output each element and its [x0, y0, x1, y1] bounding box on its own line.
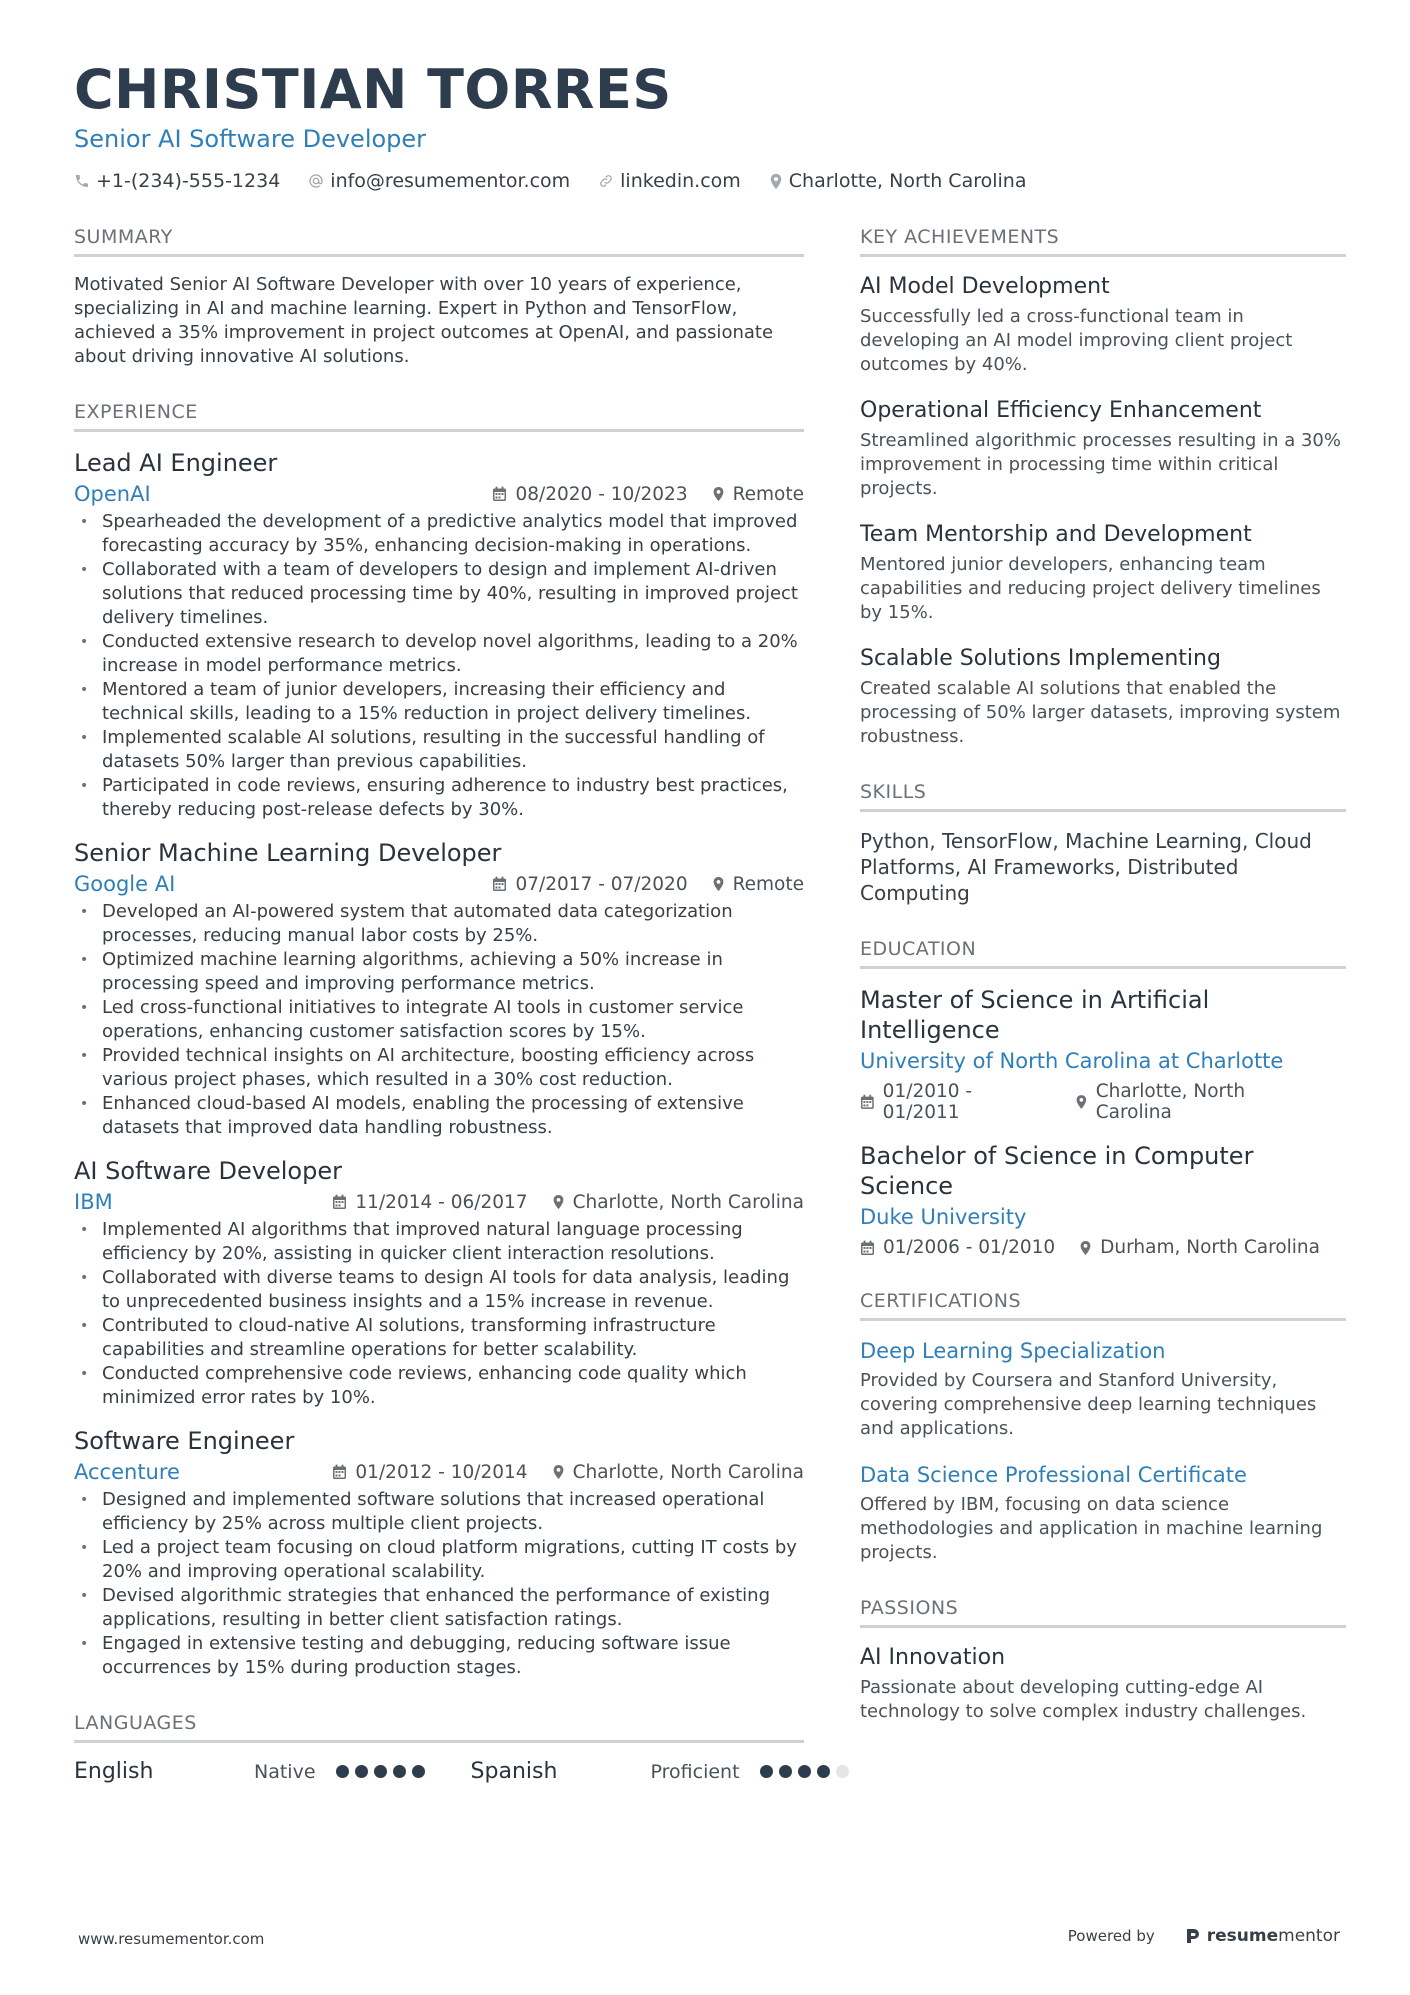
map-pin-icon [552, 1464, 565, 1480]
education-location-text: Durham, North Carolina [1100, 1237, 1320, 1258]
calendar-icon [860, 1240, 875, 1256]
education-dates [860, 1081, 1051, 1123]
job-meta [308, 1192, 804, 1213]
education-meta [860, 1237, 1346, 1258]
skills-heading: SKILLS [860, 781, 1346, 812]
job-dates [332, 1192, 527, 1213]
job-bullet: • Designed and implemented software solutions that increased operational efficiency by 25% across multiple client projects. [74, 1488, 804, 1536]
achievements-section [860, 226, 1346, 749]
skills-text: Python, TensorFlow, Machine Learning, Cloud Platforms, AI Frameworks, Distributed Computing [860, 829, 1312, 905]
job-location-text: Charlotte, North Carolina [572, 1461, 804, 1483]
education-dates-text: 01/2010 - 01/2011 [882, 1081, 973, 1123]
job-company: Accenture [74, 1460, 180, 1484]
achievement-item [860, 645, 1346, 749]
candidate-title: Senior AI Software Developer [74, 125, 427, 153]
achievement-item [860, 397, 1346, 501]
job-location-text: Charlotte, North Carolina [572, 1191, 804, 1213]
certifications-heading: CERTIFICATIONS [860, 1290, 1346, 1321]
resume-header [74, 58, 1344, 192]
achievements-heading: KEY ACHIEVEMENTS [860, 226, 1346, 257]
summary-section [74, 226, 804, 369]
education-school: Duke University [860, 1205, 1027, 1229]
job-bullet: • Led a project team focusing on cloud platform migrations, cutting IT costs by 20% and improving operational scalability. [74, 1536, 804, 1584]
contact-row [74, 170, 1344, 192]
rating-dot [760, 1765, 773, 1778]
achievement-item [860, 521, 1346, 625]
achievement-title: Team Mentorship and Development [860, 522, 1252, 547]
job-location [712, 484, 804, 505]
language-item [74, 1759, 431, 1784]
rating-dot [374, 1765, 387, 1778]
job-meta [468, 874, 804, 895]
certification-desc: Offered by IBM, focusing on data science methodologies and application in machine learning projects. [860, 1494, 1323, 1563]
job-role: Senior Machine Learning Developer [74, 839, 502, 867]
rating-dot [412, 1765, 425, 1778]
job-bullet: • Provided technical insights on AI architecture, boosting efficiency across various project phases, which resulted in a 30% cost reduction. [74, 1044, 804, 1092]
experience-heading: EXPERIENCE [74, 401, 804, 432]
rating-dot [336, 1765, 349, 1778]
contact-email[interactable] [308, 170, 570, 192]
language-rating [336, 1765, 431, 1778]
passion-item [860, 1644, 1346, 1724]
certifications-section [860, 1290, 1346, 1565]
location-text: Charlotte, North Carolina [788, 170, 1027, 192]
passion-title: AI Innovation [860, 1645, 1006, 1670]
map-pin-icon [1075, 1094, 1088, 1110]
job-bullet: • Implemented scalable AI solutions, resulting in the successful handling of datasets 50% larger than previous capabilities. [74, 726, 804, 774]
job-dates-text: 07/2017 - 07/2020 [515, 873, 688, 895]
map-pin-icon [712, 486, 725, 502]
job-entry [74, 1156, 804, 1410]
languages-section [74, 1712, 804, 1784]
job-bullets [74, 1218, 804, 1410]
achievements-list [860, 273, 1346, 749]
language-rating [760, 1765, 855, 1778]
phone-icon [74, 173, 90, 189]
education-location-text: Charlotte, North Carolina [1095, 1081, 1246, 1123]
footer-powered [1068, 1926, 1340, 1946]
powered-by-text: Powered by [1067, 1927, 1155, 1945]
job-company: Google AI [74, 872, 176, 896]
job-bullets [74, 1488, 804, 1680]
job-role: Lead AI Engineer [74, 449, 278, 477]
job-role: Software Engineer [74, 1427, 295, 1455]
candidate-name: CHRISTIAN TORRES [74, 58, 672, 121]
passions-heading: PASSIONS [860, 1597, 1346, 1628]
job-dates [492, 484, 687, 505]
footer-website[interactable]: www.resumementor.com [78, 1930, 265, 1948]
language-item [471, 1759, 855, 1784]
job-role: AI Software Developer [74, 1157, 342, 1185]
rating-dot [798, 1765, 811, 1778]
contact-linkedin[interactable] [598, 170, 741, 192]
job-company: IBM [74, 1190, 113, 1214]
contact-location [769, 170, 1027, 192]
job-location [552, 1462, 804, 1483]
achievement-desc: Successfully led a cross-functional team in developing an AI model improving client project outcomes by 40%. [860, 306, 1293, 375]
achievement-desc: Created scalable AI solutions that enabled the processing of 50% larger datasets, improving system robustness. [860, 678, 1341, 747]
link-icon [598, 173, 614, 189]
at-icon [308, 173, 324, 189]
education-list [860, 985, 1346, 1258]
job-location [712, 874, 804, 895]
calendar-icon [492, 876, 507, 892]
language-level: Native [254, 1760, 316, 1783]
language-level: Proficient [650, 1760, 740, 1783]
education-item [860, 985, 1346, 1123]
languages-heading: LANGUAGES [74, 1712, 804, 1743]
job-dates-text: 01/2012 - 10/2014 [355, 1461, 528, 1483]
experience-section [74, 401, 804, 1680]
education-dates-text: 01/2006 - 01/2010 [883, 1237, 1056, 1258]
rating-dot [355, 1765, 368, 1778]
certification-title: Data Science Professional Certificate [860, 1463, 1247, 1487]
job-info-line [74, 1460, 804, 1484]
job-bullet: • Conducted comprehensive code reviews, enhancing code quality which minimized error rates by 10%. [74, 1362, 804, 1410]
achievement-title: Operational Efficiency Enhancement [860, 398, 1262, 423]
education-dates [860, 1237, 1055, 1258]
left-column [74, 226, 804, 1816]
job-entry [74, 448, 804, 822]
calendar-icon [332, 1194, 347, 1210]
brand-light: mentor [1278, 1926, 1340, 1946]
job-bullet: • Contributed to cloud-native AI solutions, transforming infrastructure capabilities and streamline operations for better scalability. [74, 1314, 804, 1362]
skills-section [860, 781, 1346, 906]
job-bullet: • Enhanced cloud-based AI models, enabling the processing of extensive datasets that improved data handling robustness. [74, 1092, 804, 1140]
language-name: Spanish [470, 1759, 558, 1784]
job-info-line [74, 872, 804, 896]
job-meta [308, 1462, 804, 1483]
job-info-line [74, 482, 804, 506]
education-section [860, 938, 1346, 1258]
certification-title: Deep Learning Specialization [860, 1339, 1166, 1363]
job-bullet: • Conducted extensive research to develop novel algorithms, leading to a 20% increase in model performance metrics. [74, 630, 804, 678]
job-info-line [74, 1190, 804, 1214]
certification-item [860, 1337, 1346, 1441]
linkedin-text: linkedin.com [620, 170, 741, 192]
passions-list [860, 1644, 1346, 1724]
map-pin-icon [1079, 1240, 1092, 1256]
job-location-text: Remote [732, 873, 804, 895]
rating-dot [393, 1765, 406, 1778]
calendar-icon [492, 486, 507, 502]
experience-list [74, 448, 804, 1680]
job-bullet: • Mentored a team of junior developers, increasing their efficiency and technical skills, leading to a 15% reduction in project delivery timelines. [74, 678, 804, 726]
job-entry [74, 1426, 804, 1680]
brand-mark-icon [1185, 1927, 1201, 1945]
job-bullet: • Led cross-functional initiatives to integrate AI tools in customer service operations, enhancing customer satisfaction scores by 15%. [74, 996, 804, 1044]
map-pin-icon [769, 173, 783, 190]
education-location [1079, 1237, 1320, 1258]
job-bullets [74, 510, 804, 822]
map-pin-icon [552, 1194, 565, 1210]
job-bullet: • Engaged in extensive testing and debugging, reducing software issue occurrences by 15% during production stages. [74, 1632, 804, 1680]
job-location [552, 1192, 804, 1213]
calendar-icon [860, 1094, 875, 1110]
right-column [860, 226, 1346, 1756]
rating-dot [779, 1765, 792, 1778]
passion-desc: Passionate about developing cutting-edge AI technology to solve complex industry challenges. [860, 1677, 1307, 1722]
job-dates [492, 874, 687, 895]
job-bullet: • Spearheaded the development of a predictive analytics model that improved forecasting accuracy by 35%, enhancing decision-making in operations. [74, 510, 804, 558]
education-item [860, 1141, 1346, 1258]
job-entry [74, 838, 804, 1140]
job-company: OpenAI [74, 482, 151, 506]
certifications-list [860, 1337, 1346, 1565]
education-location [1075, 1081, 1322, 1123]
calendar-icon [332, 1464, 347, 1480]
job-location-text: Remote [732, 483, 804, 505]
job-bullet: • Participated in code reviews, ensuring adherence to industry best practices, thereby reducing post-release defects by 30%. [74, 774, 804, 822]
education-degree: Master of Science in Artificial Intelligence [860, 986, 1210, 1044]
job-bullet: • Collaborated with diverse teams to design AI tools for data analysis, leading to unprecedented business insights and a 15% increase in revenue. [74, 1266, 804, 1314]
rating-dot [817, 1765, 830, 1778]
certification-item [860, 1461, 1346, 1565]
education-school: University of North Carolina at Charlotte [860, 1049, 1284, 1073]
job-bullet: • Implemented AI algorithms that improved natural language processing efficiency by 20%, assisting in quicker client interaction resolutions. [74, 1218, 804, 1266]
job-bullet: • Devised algorithmic strategies that enhanced the performance of existing applications, resulting in better client satisfaction ratings. [74, 1584, 804, 1632]
job-dates-text: 08/2020 - 10/2023 [515, 483, 688, 505]
brand-bold: resume [1206, 1926, 1279, 1946]
job-bullet: • Developed an AI-powered system that automated data categorization processes, reducing manual labor costs by 25%. [74, 900, 804, 948]
rating-dot [836, 1765, 849, 1778]
languages-list [74, 1759, 804, 1784]
achievement-title: Scalable Solutions Implementing [860, 646, 1221, 671]
education-meta [860, 1081, 1346, 1123]
summary-text: Motivated Senior AI Software Developer with over 10 years of experience, specializing in AI and machine learning. Expert in Python and TensorFlow, achieved a 35% improvement in project outcomes at OpenAI, and passionate about driving innovative AI solutions. [74, 274, 774, 367]
job-bullet: • Optimized machine learning algorithms, achieving a 50% increase in processing speed and improving performance metrics. [74, 948, 804, 996]
achievement-title: AI Model Development [860, 274, 1110, 299]
map-pin-icon [712, 876, 725, 892]
achievement-desc: Mentored junior developers, enhancing team capabilities and reducing project delivery timelines by 15%. [860, 554, 1321, 623]
job-bullet: • Collaborated with a team of developers to design and implement AI-driven solutions that reduced processing time by 40%, resulting in improved project delivery timelines. [74, 558, 804, 630]
achievement-desc: Streamlined algorithmic processes resulting in a 30% improvement in processing time within critical projects. [860, 430, 1341, 499]
job-bullets [74, 900, 804, 1140]
job-dates [332, 1462, 527, 1483]
brand-logo[interactable] [1185, 1926, 1340, 1946]
certification-desc: Provided by Coursera and Stanford University, covering comprehensive deep learning techniques and applications. [860, 1370, 1317, 1439]
education-degree: Bachelor of Science in Computer Science [860, 1142, 1254, 1200]
achievement-item [860, 273, 1346, 377]
phone-text: +1-(234)-555-1234 [96, 170, 281, 192]
job-dates-text: 11/2014 - 06/2017 [355, 1191, 528, 1213]
contact-phone [74, 170, 280, 192]
education-heading: EDUCATION [860, 938, 1346, 969]
job-meta [468, 484, 804, 505]
passions-section [860, 1597, 1346, 1724]
language-name: English [74, 1759, 154, 1784]
summary-heading: SUMMARY [74, 226, 804, 257]
email-text: info@resumementor.com [330, 170, 571, 192]
